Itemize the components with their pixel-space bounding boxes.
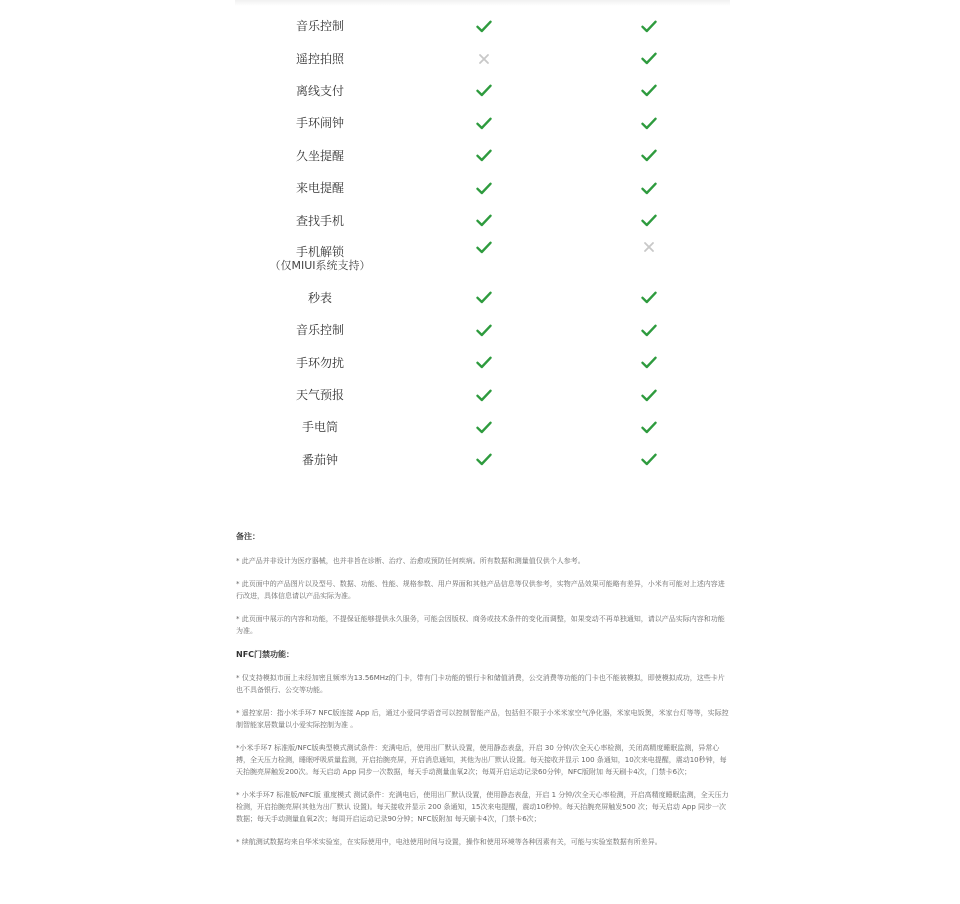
table-row: [235, 10, 730, 42]
feature-name: [235, 75, 405, 107]
check-icon: [455, 444, 513, 476]
note-typical-mode: *小米手环7 标准版/NFC版典型模式测试条件：充满电后，使用出厂默认设置，使用静态表盘，开启 30 分钟/次全天心率检测，关闭高精度睡眠监测，异常心搏，全天压力检测，睡眠呼吸质量监测，开启抬腕亮屏，开启消息通知，其他为出厂默认设置。每天接收并显示 100 条通知，10次来电提醒，震动10秒钟，每天抬腕亮屏触发200次。每天启动 App 同步一次数据，每天手动测量血氧2次；每周开启运动记录60分钟，NFC版附加 每天刷卡4次，门禁卡6次；: [236, 744, 727, 776]
check-icon: [455, 379, 513, 411]
feature-label: 音乐控制: [295, 19, 344, 34]
feature-label: 手环勿扰: [295, 355, 344, 370]
check-icon: [455, 75, 513, 107]
feature-sublabel: （仅MIUI系统支持）: [269, 259, 371, 273]
check-icon: [620, 444, 678, 476]
table-row: [235, 140, 730, 172]
notes-heading: 备注：: [236, 532, 260, 541]
table-row: [235, 172, 730, 204]
table-row: [235, 379, 730, 411]
table-row: [235, 282, 730, 314]
feature-name: [235, 282, 405, 314]
note-product-images: * 此页面中的产品图片以及型号、数据、功能、性能、规格参数、用户界面和其他产品信息等仅供参考，实物产品效果可能略有差异，小米有可能对上述内容进行改进，具体信息请以产品实际为准。: [236, 580, 725, 600]
feature-label: 查找手机: [295, 213, 344, 228]
check-icon: [620, 411, 678, 443]
feature-name: [235, 10, 405, 42]
table-row: [235, 444, 730, 476]
feature-label: 来电提醒: [295, 181, 344, 196]
nfc-heading: NFC门禁功能：: [236, 650, 295, 659]
cross-icon: [620, 237, 678, 282]
notes-section: [236, 531, 730, 848]
note-battery-test: * 续航测试数据均来自华米实验室，在实际使用中，电池使用时间与设置，操作和使用环境等各种因素有关，可能与实验室数据有所差异。: [236, 838, 662, 846]
table-row: [235, 42, 730, 74]
note-content-features: * 此页面中展示的内容和功能，不提保证能够提供永久服务，可能会因版权、商务或技术条件的变化而调整，如果变动不再单独通知，请以产品实际内容和功能为准。: [236, 615, 725, 635]
feature-label: 久坐提醒: [295, 148, 344, 163]
check-icon: [620, 42, 678, 74]
check-icon: [620, 314, 678, 346]
feature-label: 手电筒: [301, 420, 338, 435]
check-icon: [455, 282, 513, 314]
note-smart-home: * 遥控家居：指小米手环7 NFC版连接 App 后，通过小爱同学语音可以控制智能产品，包括但不限于小米米家空气净化器，米家电饭煲，米家台灯等等，实际控制智能家居数量以小爱实际控制为准 。: [236, 709, 729, 729]
feature-name: [235, 42, 405, 74]
feature-name: [235, 347, 405, 379]
check-icon: [455, 10, 513, 42]
feature-label: 秒表: [307, 290, 332, 305]
check-icon: [455, 204, 513, 236]
feature-label: 音乐控制: [295, 323, 344, 338]
check-icon: [455, 314, 513, 346]
note-heavy-mode: * 小米手环7 标准版/NFC版 重度模式 测试条件：充满电后，使用出厂默认设置，使用静态表盘，开启 1 分钟/次全天心率检测，开启高精度睡眠监测，全天压力检测，开启抬腕亮屏(其他为出厂默认 设置)。每天接收并显示 200 条通知，15次来电提醒，震动10秒钟。每天抬腕亮屏触发500 次；每天启动 App 同步一次数据；每天手动测量血氧2次；每周开启运动记录90分钟；NFC版附加 每天刷卡4次，门禁卡6次；: [236, 791, 729, 823]
table-row: [235, 204, 730, 236]
feature-name: [235, 379, 405, 411]
feature-label: 手环闹钟: [295, 116, 344, 131]
feature-label: 番茄钟: [301, 452, 338, 467]
feature-name: [235, 444, 405, 476]
table-row: [235, 107, 730, 139]
check-icon: [620, 379, 678, 411]
check-icon: [620, 140, 678, 172]
table-row: [235, 237, 730, 282]
check-icon: [620, 107, 678, 139]
note-medical: * 此产品并非设计为医疗器械，也并非旨在诊断、治疗、治愈或预防任何疾病。所有数据和测量值仅供个人参考。: [236, 557, 585, 565]
check-icon: [455, 140, 513, 172]
feature-name: [235, 204, 405, 236]
check-icon: [620, 10, 678, 42]
check-icon: [620, 282, 678, 314]
feature-name: [235, 237, 405, 282]
feature-name: [235, 411, 405, 443]
feature-name: [235, 107, 405, 139]
feature-comparison-table: [235, 10, 730, 476]
table-row: [235, 411, 730, 443]
feature-label: 手机解锁: [295, 245, 344, 260]
feature-label: 遥控拍照: [295, 51, 344, 66]
check-icon: [620, 347, 678, 379]
table-row: [235, 75, 730, 107]
feature-label: 离线支付: [295, 83, 344, 98]
table-row: [235, 314, 730, 346]
check-icon: [620, 75, 678, 107]
check-icon: [620, 204, 678, 236]
check-icon: [455, 237, 513, 282]
check-icon: [620, 172, 678, 204]
table-row: [235, 347, 730, 379]
note-nfc-card: * 仅支持模拟市面上未经加密且频率为13.56MHz的门卡，带有门卡功能的银行卡和储值消费，公交消费等功能的门卡也不能被模拟，即使模拟成功，这些卡片也不具备银行、公交等功能。: [236, 674, 725, 694]
check-icon: [455, 411, 513, 443]
feature-label: 天气预报: [295, 388, 344, 403]
feature-name: [235, 172, 405, 204]
feature-name: [235, 140, 405, 172]
check-icon: [455, 172, 513, 204]
table-top-fade: [235, 0, 730, 6]
cross-icon: [455, 42, 513, 74]
check-icon: [455, 347, 513, 379]
check-icon: [455, 107, 513, 139]
feature-name: [235, 314, 405, 346]
